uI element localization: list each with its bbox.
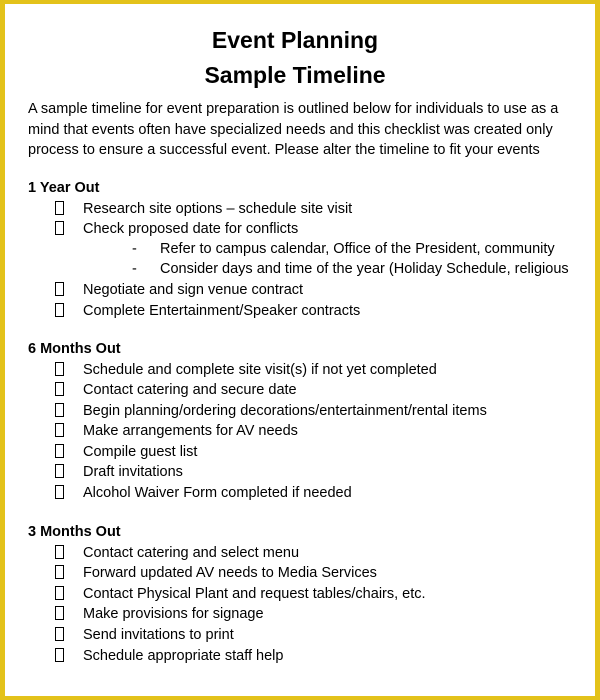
item-text: Negotiate and sign venue contract (83, 282, 304, 298)
checkbox-icon[interactable] (55, 444, 64, 458)
document-page (5, 4, 595, 696)
checklist-item (55, 442, 197, 462)
dash-bullet-icon: - (132, 261, 137, 277)
item-text: Send invitations to print (83, 627, 234, 643)
item-text: Contact catering and select menu (83, 545, 300, 561)
sub-list-item (132, 239, 555, 259)
checkbox-icon[interactable] (55, 403, 64, 417)
item-text: Alcohol Waiver Form completed if needed (83, 485, 352, 501)
item-text: Schedule and complete site visit(s) if not yet completed (83, 362, 437, 378)
checkbox-icon[interactable] (55, 485, 64, 499)
checklist-item (55, 604, 264, 624)
intro-line: mind that events often have specialized needs and this checklist was created only (28, 121, 553, 138)
document-subtitle: Sample Timeline (204, 62, 386, 88)
checklist-item (55, 563, 377, 583)
checklist-item (55, 219, 298, 239)
item-text: Schedule appropriate staff help (83, 648, 284, 664)
item-text: Begin planning/ordering decorations/entertainment/rental items (83, 403, 487, 419)
sub-item-text: Consider days and time of the year (Holiday Schedule, religious (160, 261, 569, 277)
item-text: Check proposed date for conflicts (83, 221, 299, 237)
item-text: Make arrangements for AV needs (83, 423, 298, 439)
checkbox-icon[interactable] (55, 627, 64, 641)
section-heading-6-months-out: 6 Months Out (28, 341, 121, 357)
checkbox-icon[interactable] (55, 201, 64, 215)
checklist-item (55, 401, 487, 421)
checklist-item (55, 360, 437, 380)
checklist-item (55, 625, 234, 645)
section-heading-1-year-out: 1 Year Out (28, 180, 100, 196)
checkbox-icon[interactable] (55, 648, 64, 662)
checkbox-icon[interactable] (55, 282, 64, 296)
item-text: Make provisions for signage (83, 606, 264, 622)
checkbox-icon[interactable] (55, 423, 64, 437)
checkbox-icon[interactable] (55, 382, 64, 396)
item-text: Research site options – schedule site visit (83, 201, 353, 217)
item-text: Contact Physical Plant and request tables/chairs, etc. (83, 586, 426, 602)
item-text: Complete Entertainment/Speaker contracts (83, 303, 361, 319)
section-heading-3-months-out: 3 Months Out (28, 524, 121, 540)
item-text: Forward updated AV needs to Media Services (83, 565, 377, 581)
intro-line: process to ensure a successful event. Please alter the timeline to fit your events (28, 142, 540, 158)
checklist-item (55, 199, 352, 219)
checklist-item (55, 483, 352, 503)
checklist-item (55, 462, 183, 482)
checkbox-icon[interactable] (55, 221, 64, 235)
checklist-item (55, 646, 283, 666)
checkbox-icon[interactable] (55, 362, 64, 376)
sub-item-text: Refer to campus calendar, Office of the President, community (160, 241, 555, 257)
checklist-item (55, 421, 298, 441)
item-text: Contact catering and secure date (83, 382, 297, 398)
checkbox-icon[interactable] (55, 586, 64, 600)
intro-line: A sample timeline for event preparation is outlined below for individuals to use as a (28, 101, 559, 117)
item-text: Compile guest list (83, 444, 198, 460)
checklist-item (55, 543, 299, 563)
checklist-item (55, 280, 303, 300)
checkbox-icon[interactable] (55, 303, 64, 317)
checklist-item (55, 584, 426, 604)
checklist-item (55, 380, 297, 400)
intro-paragraph (28, 99, 588, 161)
checklist-item (55, 301, 360, 321)
sub-list-item (132, 259, 569, 279)
checkbox-icon[interactable] (55, 464, 64, 478)
checkbox-icon[interactable] (55, 565, 64, 579)
document-title: Event Planning (211, 27, 379, 53)
dash-bullet-icon: - (132, 241, 137, 257)
item-text: Draft invitations (83, 464, 183, 480)
checkbox-icon[interactable] (55, 606, 64, 620)
checkbox-icon[interactable] (55, 545, 64, 559)
